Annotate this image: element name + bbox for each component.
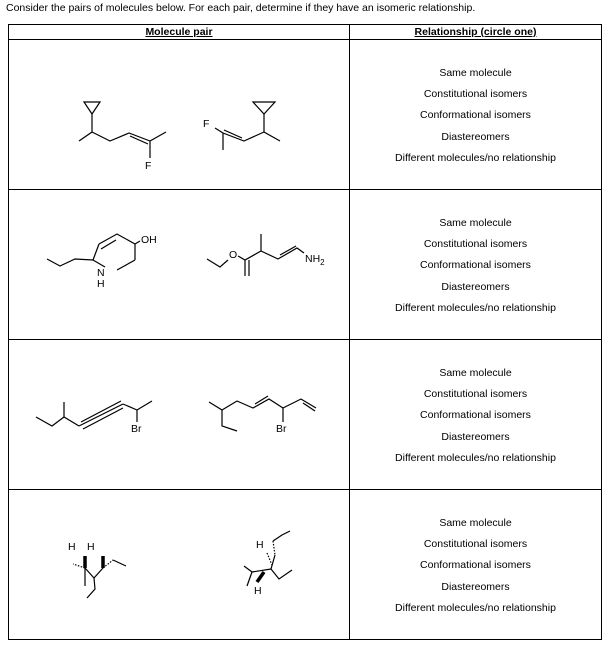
carbon-chain: [36, 417, 79, 426]
wedge-bond: [257, 572, 264, 582]
option-conformational-isomers[interactable]: Conformational isomers: [420, 559, 531, 572]
carbon-chain: [123, 401, 152, 410]
option-constitutional-isomers[interactable]: Constitutional isomers: [423, 538, 528, 551]
carbon-chain: [222, 399, 283, 410]
ethyl-bond: [207, 259, 228, 267]
header-molecule-pair: Molecule pair: [9, 25, 350, 40]
option-diastereomers[interactable]: Diastereomers: [441, 580, 510, 593]
molecule-drawing-pair-4: [9, 490, 349, 639]
vinyl-bond: [283, 399, 316, 408]
option-conformational-isomers[interactable]: Conformational isomers: [420, 109, 531, 122]
pair-row-4: [9, 490, 602, 640]
nitrogen-label: N: [97, 267, 105, 279]
pair-row-2: [9, 190, 602, 340]
bond: [79, 114, 92, 141]
relationship-options-3: [350, 340, 602, 490]
relationship-options-4: [350, 490, 602, 640]
hydrogen-label: H: [87, 541, 95, 553]
fluorine-label: F: [203, 118, 210, 130]
hashed-bond: [267, 553, 272, 565]
hashed-bond: [273, 541, 275, 555]
option-conformational-isomers[interactable]: Conformational isomers: [420, 409, 531, 422]
ethyl-bond: [87, 578, 95, 598]
bond-to-f: [215, 128, 223, 133]
carbon-chain: [209, 402, 237, 431]
option-different-molecules[interactable]: Different molecules/no relationship: [395, 601, 556, 614]
header-relationship: Relationship (circle one): [350, 25, 602, 40]
ring-bond: [93, 244, 99, 260]
triple-bond: [81, 401, 121, 422]
molecule-pair-2: [9, 190, 350, 340]
bond: [150, 132, 166, 141]
hydrogen-label: H: [68, 541, 76, 553]
ethyl-bond: [273, 531, 290, 541]
option-different-molecules[interactable]: Different molecules/no relationship: [395, 451, 556, 464]
header-row: [9, 25, 602, 40]
hashed-bond: [73, 564, 85, 568]
option-same-molecule[interactable]: Same molecule: [439, 517, 512, 529]
cyclopropyl-ring: [253, 102, 275, 114]
option-same-molecule[interactable]: Same molecule: [439, 67, 512, 79]
pair-row-3: [9, 340, 602, 490]
pair-row-1: [9, 40, 602, 190]
option-conformational-isomers[interactable]: Conformational isomers: [420, 259, 531, 272]
molecule-drawing-pair-2: [9, 190, 349, 339]
carbon-chain: [223, 132, 264, 141]
option-different-molecules[interactable]: Different molecules/no relationship: [395, 301, 556, 314]
triple-bond: [79, 404, 123, 426]
ether-chain: [238, 251, 261, 260]
bond: [264, 114, 280, 141]
bromine-label: Br: [276, 423, 287, 435]
option-same-molecule[interactable]: Same molecule: [439, 217, 512, 229]
worksheet-table: [8, 24, 602, 640]
hydroxyl-label: OH: [141, 234, 157, 246]
instructions: Consider the pairs of molecules below. For each pair, determine if they have an isomeric relationship.: [6, 2, 476, 14]
triple-bond: [83, 408, 123, 429]
amine-subscript: 2: [320, 258, 325, 267]
amine-text: NH: [305, 253, 321, 265]
oxygen-label: O: [229, 249, 238, 261]
molecule-pair-4: [9, 490, 350, 640]
ring-bond: [117, 260, 135, 270]
bond-to-oh: [135, 241, 140, 244]
molecule-drawing-pair-1: [9, 40, 349, 189]
carbon-chain: [92, 132, 150, 141]
bond: [85, 568, 103, 578]
hydrogen-label: H: [254, 585, 262, 597]
fluorine-label: F: [145, 160, 152, 172]
option-constitutional-isomers[interactable]: Constitutional isomers: [423, 88, 528, 101]
option-same-molecule[interactable]: Same molecule: [439, 367, 512, 379]
amine-label: [305, 253, 325, 267]
molecule-pair-3: [9, 340, 350, 490]
cyclopropyl-ring: [84, 102, 100, 114]
option-different-molecules[interactable]: Different molecules/no relationship: [395, 151, 556, 164]
ring-bond: [126, 239, 135, 244]
option-constitutional-isomers[interactable]: Constitutional isomers: [423, 388, 528, 401]
option-diastereomers[interactable]: Diastereomers: [441, 430, 510, 443]
carbon-chain: [271, 555, 292, 579]
relationship-options-2: [350, 190, 602, 340]
option-diastereomers[interactable]: Diastereomers: [441, 280, 510, 293]
option-constitutional-isomers[interactable]: Constitutional isomers: [423, 238, 528, 251]
hydrogen-label: H: [256, 539, 264, 551]
bromine-label: Br: [131, 423, 142, 435]
relationship-options-1: [350, 40, 602, 190]
bond: [244, 566, 271, 572]
ring-bond: [93, 260, 105, 267]
option-diastereomers[interactable]: Diastereomers: [441, 130, 510, 143]
nh-hydrogen-label: H: [97, 278, 105, 290]
propyl-chain: [47, 259, 93, 266]
bond: [247, 572, 252, 586]
bond: [113, 560, 126, 566]
molecule-drawing-pair-3: [9, 340, 349, 489]
molecule-pair-1: [9, 40, 350, 190]
